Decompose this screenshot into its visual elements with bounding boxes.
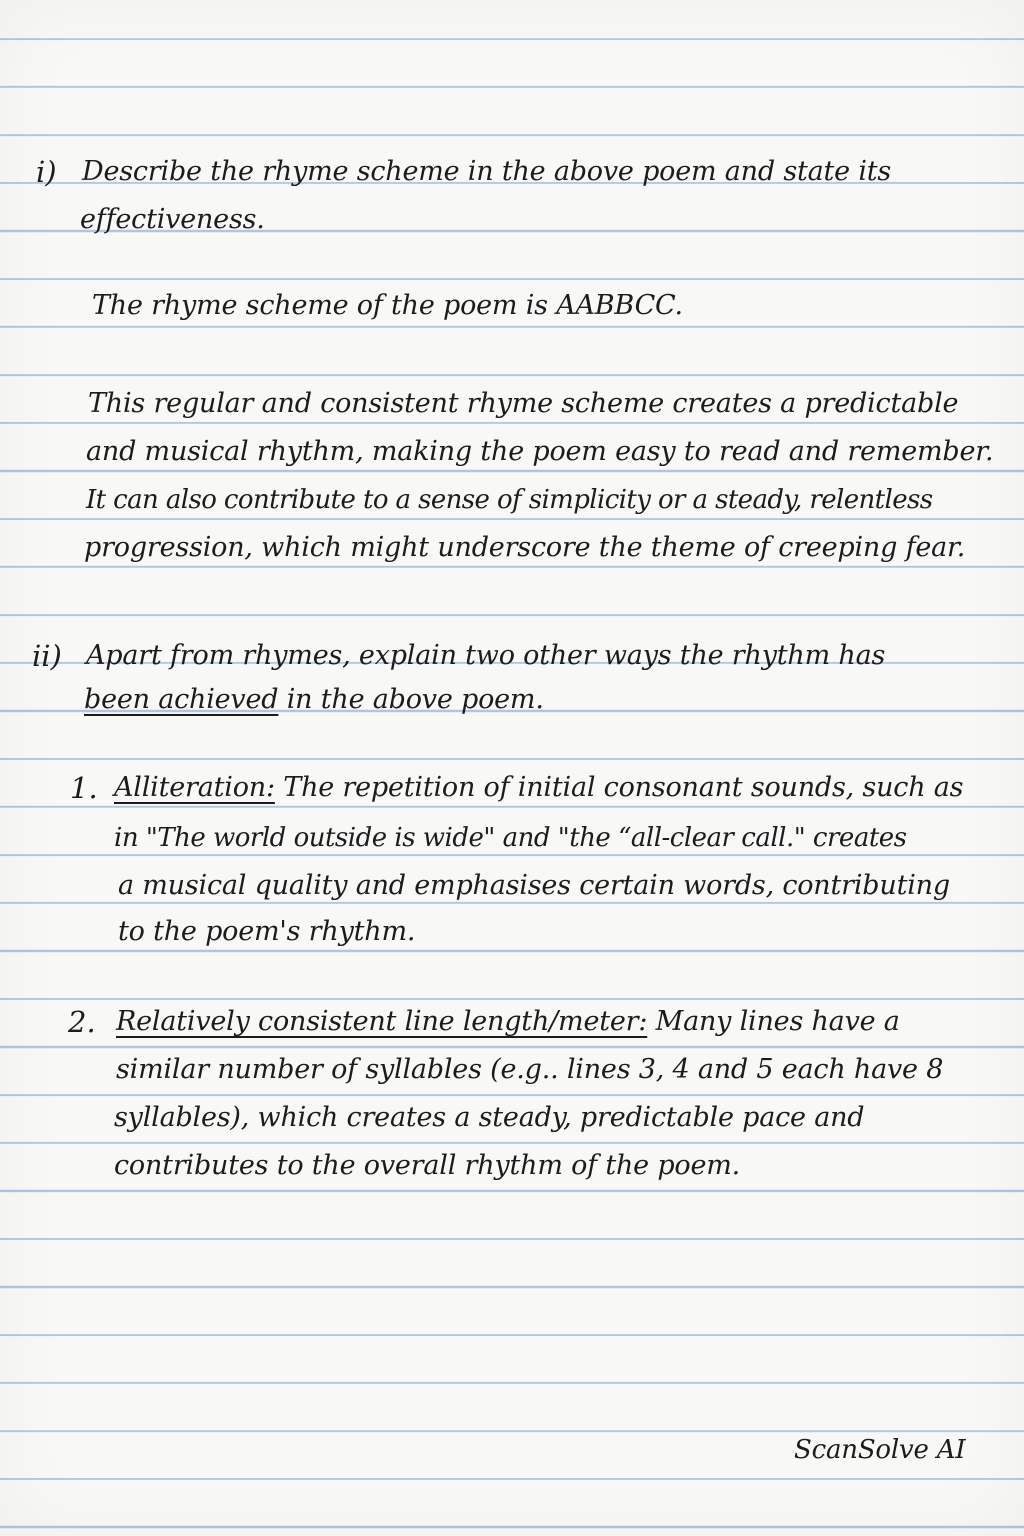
point-2-line-3: syllables), which creates a steady, predictable pace and — [114, 1102, 865, 1133]
point-1-number: 1. — [70, 771, 98, 805]
question-2-underlined-phrase: been achieved — [84, 684, 279, 715]
answer-1-explanation-line-2: and musical rhythm, making the poem easy to read and remember. — [86, 436, 994, 467]
point-1-heading: Alliteration: — [114, 772, 275, 803]
question-1-marker: i) — [36, 155, 57, 189]
question-2-text-rest: in the above poem. — [278, 684, 544, 715]
brand-signature: ScanSolve AI — [794, 1435, 966, 1465]
answer-1-explanation-line-4: progression, which might underscore the theme of creeping fear. — [84, 532, 966, 563]
point-1-line-1 — [114, 764, 963, 812]
point-2-line-1 — [116, 998, 900, 1046]
question-1-text-line-1: Describe the rhyme scheme in the above poem and state its — [82, 156, 892, 187]
point-2-line-2: similar number of syllables (e.g.. lines 3, 4 and 5 each have 8 — [116, 1054, 944, 1085]
question-2-text-line-1: Apart from rhymes, explain two other ways the rhythm has — [86, 640, 886, 671]
point-2-line-4: contributes to the overall rhythm of the poem. — [114, 1150, 741, 1181]
point-1-line-2: in "The world outside is wide" and "the “all-clear call." creates — [114, 823, 907, 853]
question-2-text-line-2 — [84, 676, 544, 724]
point-1-first-line-rest: The repetition of initial consonant sounds, such as — [274, 772, 964, 803]
answer-1-explanation-line-3: It can also contribute to a sense of simplicity or a steady, relentless — [86, 485, 933, 515]
question-1-text-line-2: effectiveness. — [80, 204, 265, 235]
point-2-number: 2. — [68, 1005, 96, 1039]
point-1-line-3: a musical quality and emphasises certain words, contributing — [118, 870, 950, 901]
point-2-heading: Relatively consistent line length/meter: — [116, 1006, 648, 1037]
point-1-line-4: to the poem's rhythm. — [118, 916, 416, 947]
answer-1-explanation-line-1: This regular and consistent rhyme scheme creates a predictable — [88, 388, 959, 419]
answer-1-rhyme-scheme: The rhyme scheme of the poem is AABBCC. — [92, 290, 683, 321]
question-2-marker: ii) — [32, 639, 62, 673]
point-2-first-line-rest: Many lines have a — [647, 1006, 900, 1037]
